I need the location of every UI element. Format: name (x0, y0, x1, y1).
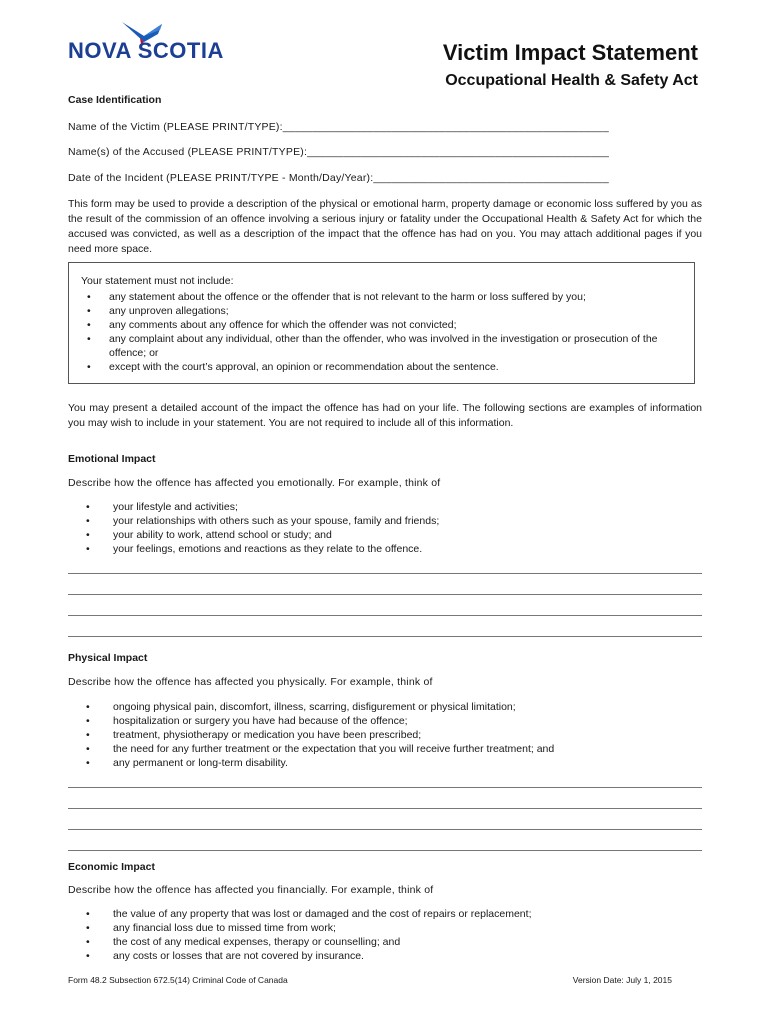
nova-scotia-logo (68, 20, 238, 66)
physical-impact-heading: Physical Impact (68, 652, 148, 664)
list-item: • any costs or losses that are not covered by insurance. (86, 950, 364, 962)
physical-list (86, 700, 686, 770)
list-item: • any unproven allegations; (87, 305, 229, 317)
version-date: Version Date: July 1, 2015 (572, 975, 672, 985)
list-item: • ongoing physical pain, discomfort, illness, scarring, disfigurement or physical limitation; (86, 701, 516, 713)
accused-name-field[interactable]: Name(s) of the Accused (PLEASE PRINT/TYPE):__________________________________________________ (68, 146, 610, 158)
emotional-answer-line[interactable] (68, 573, 702, 574)
victim-name-field[interactable]: Name of the Victim (PLEASE PRINT/TYPE):______________________________________________________ (68, 121, 609, 133)
restrictions-box (68, 262, 695, 384)
list-item: • the value of any property that was lost or damaged and the cost of repairs or replacement; (86, 908, 532, 920)
list-item: • the need for any further treatment or the expectation that you will receive further treatment; and (86, 743, 555, 755)
emotional-describe: Describe how the offence has affected you emotionally. For example, think of (68, 477, 441, 489)
list-item: • any financial loss due to missed time from work; (86, 922, 336, 934)
list-item: • treatment, physiotherapy or medication you have been prescribed; (86, 729, 422, 741)
physical-answer-line[interactable] (68, 850, 702, 851)
list-item: • any comments about any offence for which the offender was not convicted; (87, 319, 457, 331)
physical-answer-line[interactable] (68, 808, 702, 809)
list-item: • your feelings, emotions and reactions as they relate to the offence. (86, 543, 423, 555)
economic-describe: Describe how the offence has affected you financially. For example, think of (68, 884, 434, 896)
physical-answer-line[interactable] (68, 829, 702, 830)
incident-date-field[interactable]: Date of the Incident (PLEASE PRINT/TYPE - Month/Day/Year):_______________________________________ (68, 172, 609, 184)
restrictions-list (81, 290, 694, 374)
form-reference: Form 48.2 Subsection 672.5(14) Criminal Code of Canada (68, 975, 288, 985)
list-item: • any statement about the offence or the offender that is not relevant to the harm or loss suffered by you; (87, 291, 586, 303)
list-item: • any complaint about any individual, other than the offender, who was involved in the investigation or prosecution of the offence; or (87, 333, 658, 359)
list-item: • your ability to work, attend school or study; and (86, 529, 332, 541)
list-item: • your lifestyle and activities; (86, 501, 238, 513)
physical-answer-line[interactable] (68, 787, 702, 788)
list-item: • except with the court’s approval, an opinion or recommendation about the sentence. (87, 361, 499, 373)
page-subtitle: Occupational Health & Safety Act (445, 72, 698, 89)
physical-describe: Describe how the offence has affected you physically. For example, think of (68, 676, 433, 688)
case-identification-heading: Case Identification (68, 94, 162, 106)
logo-text: NOVA SCOTIA (68, 38, 224, 63)
emotional-impact-heading: Emotional Impact (68, 453, 156, 465)
economic-list (86, 907, 686, 963)
page-title: Victim Impact Statement (442, 40, 698, 65)
present-paragraph: You may present a detailed account of the impact the offence has had on your life. The following sections are examples of information you may wish to include in your statement. You are not required to include all of this information. (68, 402, 702, 429)
intro-paragraph: This form may be used to provide a description of the physical or emotional harm, property damage or economic loss suffered by you as the result of the commission of an offence involving a serious injury or fatality under the Occupational Health & Safety Act for which the accused was convicted, as well as a description of the impact that the offence has had on you. You may attach additional pages if you need more space. (68, 198, 702, 255)
list-item: • hospitalization or surgery you have had because of the offence; (86, 715, 408, 727)
emotional-answer-line[interactable] (68, 636, 702, 637)
emotional-answer-line[interactable] (68, 615, 702, 616)
emotional-answer-line[interactable] (68, 594, 702, 595)
list-item: • the cost of any medical expenses, therapy or counselling; and (86, 936, 401, 948)
economic-impact-heading: Economic Impact (68, 861, 155, 873)
restrictions-intro: Your statement must not include: (81, 275, 234, 287)
list-item: • your relationships with others such as your spouse, family and friends; (86, 515, 440, 527)
list-item: • any permanent or long-term disability. (86, 757, 288, 769)
emotional-list (86, 500, 686, 556)
